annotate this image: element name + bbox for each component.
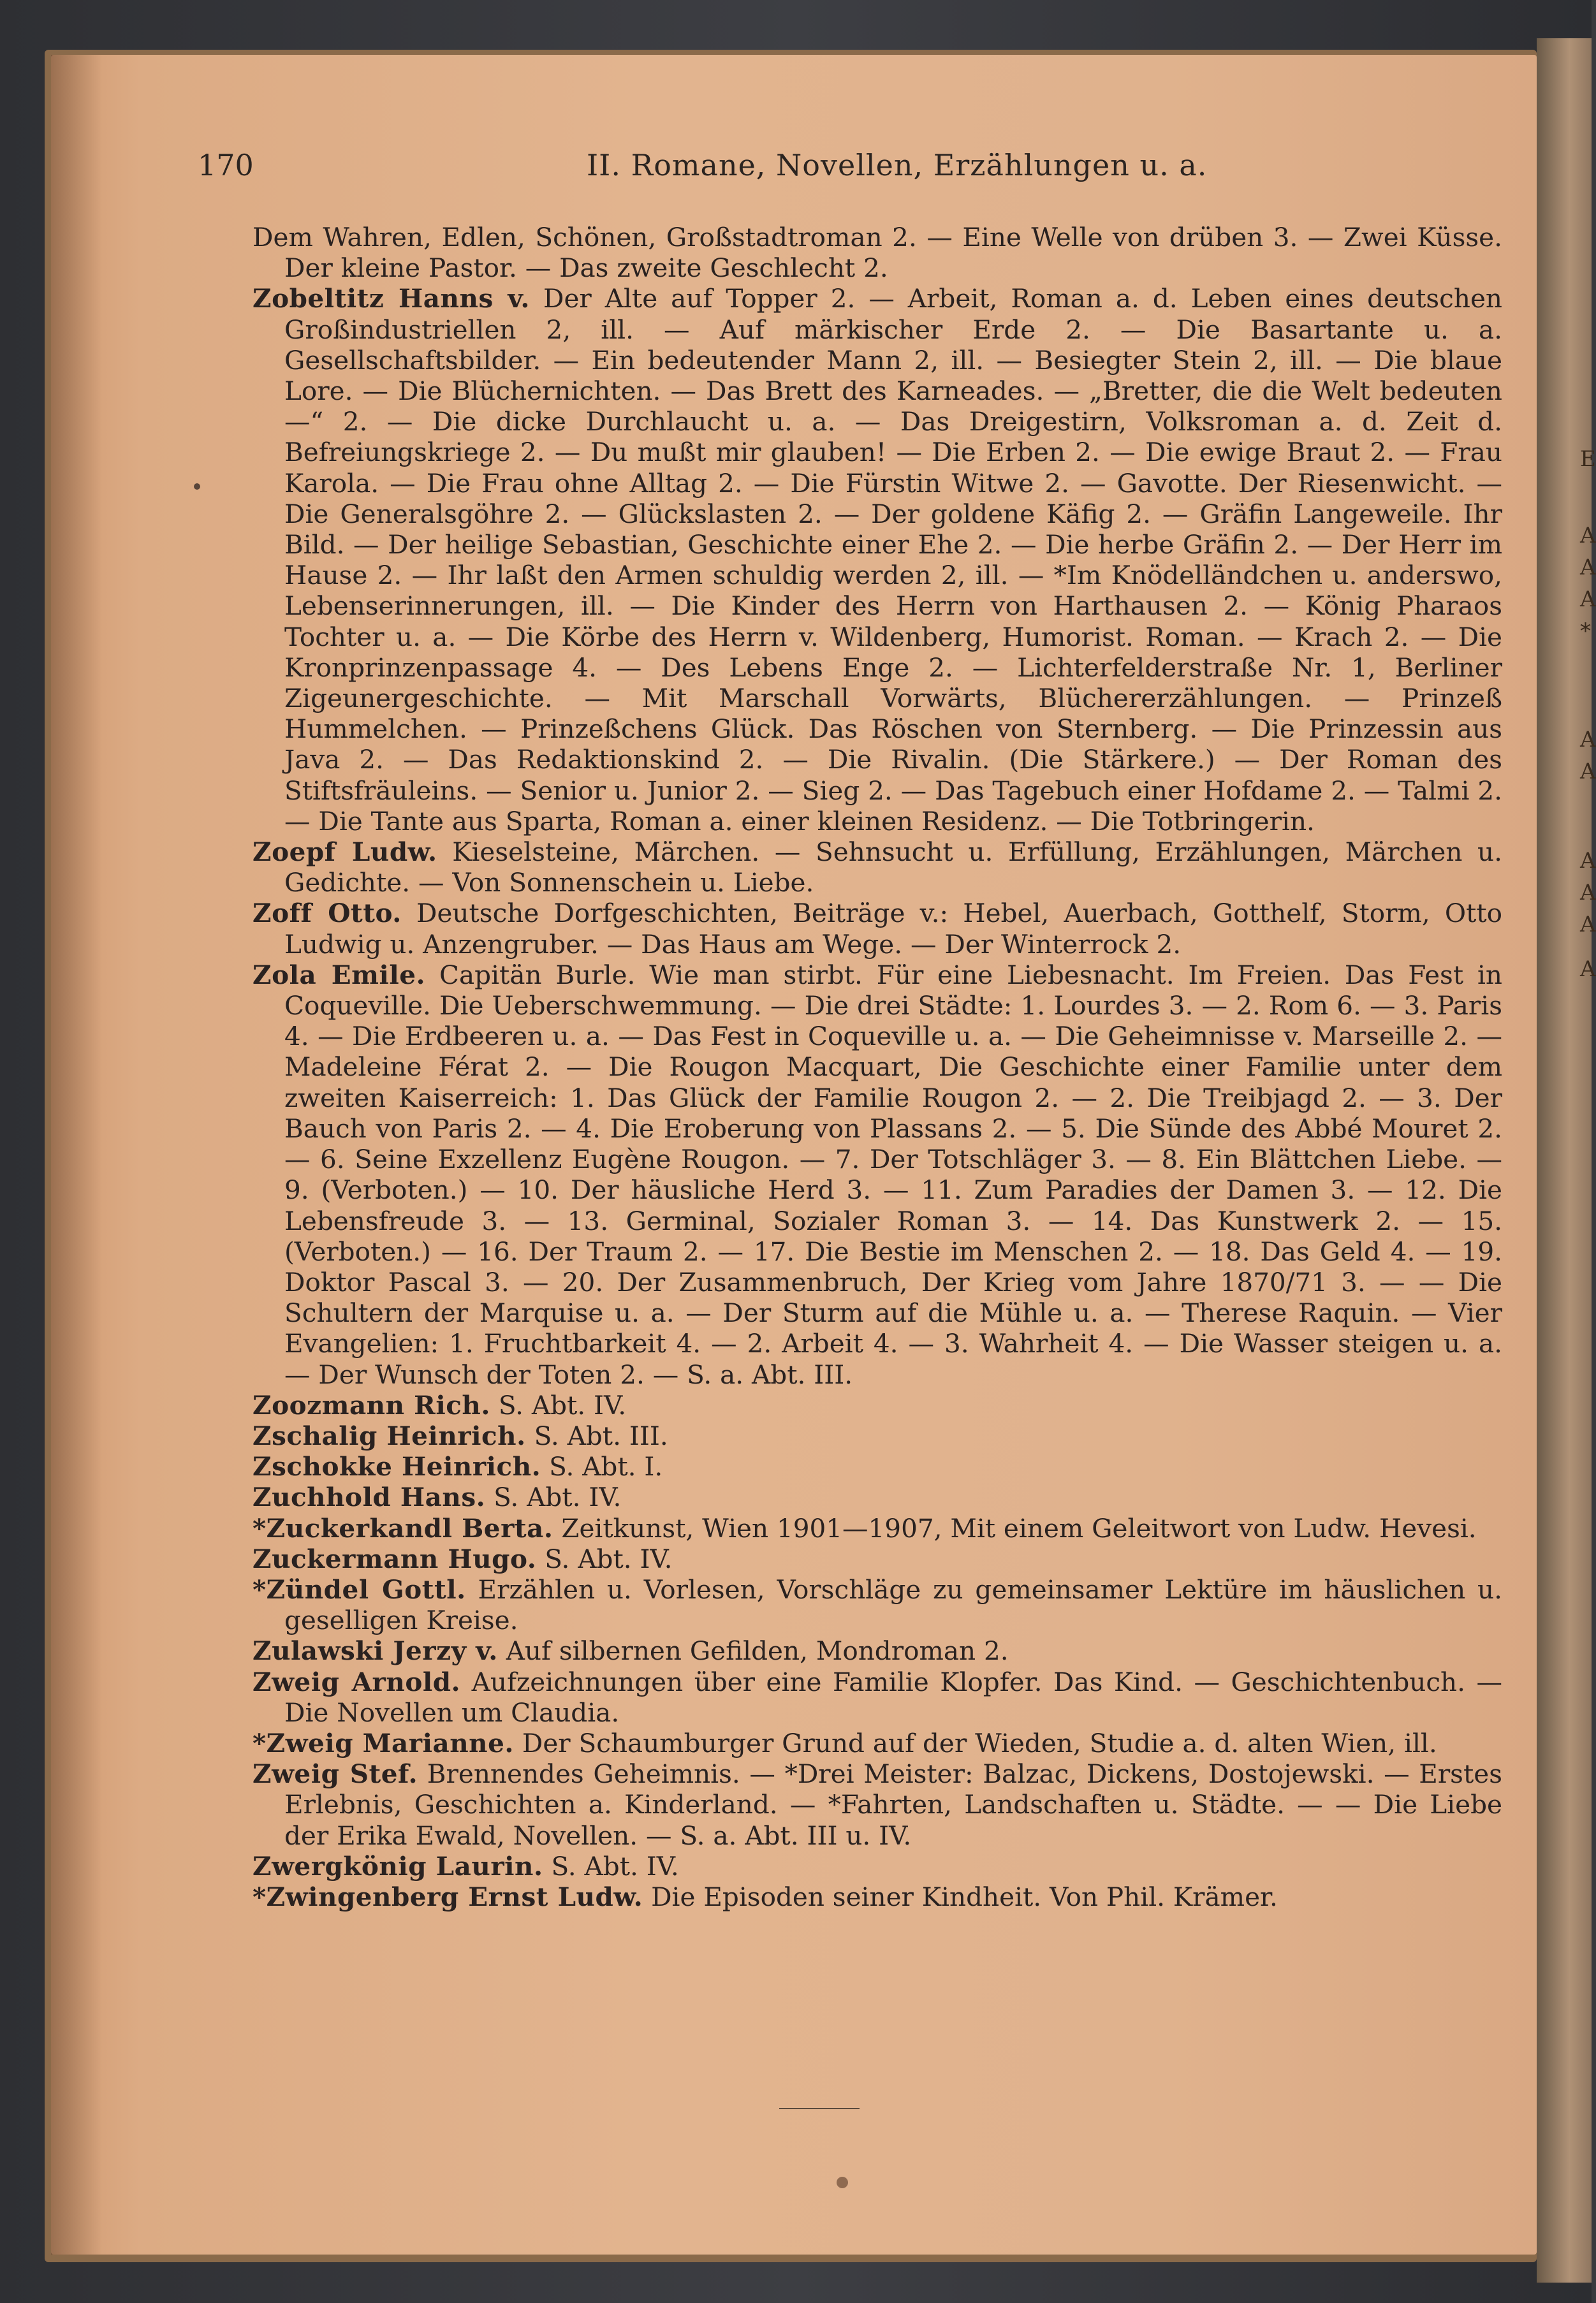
- adjacent-page-letter: A: [1580, 759, 1596, 784]
- entry: [253, 1758, 1502, 1851]
- entry-titles: S. Abt. IV.: [494, 1482, 622, 1513]
- entry: [253, 1544, 1502, 1574]
- entry: [253, 1882, 1502, 1912]
- entry-titles: Kieselsteine, Märchen. — Sehnsucht u. Erfüllung, Erzählungen, Märchen u. Gedichte. — Von Sonnenschein u. Liebe.: [284, 837, 1503, 898]
- entry-author: Zoepf Ludw.: [253, 837, 437, 868]
- adjacent-page-letter: A: [1580, 727, 1596, 752]
- entry-author: Zola Emile.: [253, 959, 426, 990]
- entry-author: Zobeltitz Hanns v.: [253, 283, 530, 314]
- margin-dot: [194, 483, 200, 490]
- entry: [253, 837, 1502, 898]
- entry-author: Zschokke Heinrich.: [253, 1451, 541, 1482]
- entry-author: Zschalig Heinrich.: [253, 1420, 526, 1451]
- entry-titles: Auf silbernen Gefilden, Mondroman 2.: [506, 1635, 1009, 1667]
- entry-titles: Deutsche Dorfgeschichten, Beiträge v.: Hebel, Auerbach, Gotthelf, Storm, Otto Ludwig u. Anzengruber. — Das Haus am Wege. — Der Winterrock 2.: [284, 898, 1502, 960]
- entry-titles: Aufzeichnungen über eine Familie Klopfer. Das Kind. — Geschichtenbuch. — Die Novellen um Claudia.: [284, 1666, 1502, 1728]
- entry-author: *Zwingenberg Ernst Ludw.: [253, 1881, 643, 1912]
- entry: [253, 898, 1502, 959]
- entry-titles: Zeitkunst, Wien 1901—1907, Mit einem Geleitwort von Ludw. Hevesi.: [561, 1512, 1477, 1544]
- entry: [253, 1421, 1502, 1451]
- entry-author: *Zweig Marianne.: [253, 1727, 514, 1758]
- entry: [253, 1635, 1502, 1666]
- adjacent-page-letter: A: [1580, 912, 1596, 937]
- entry-titles: Der Schaumburger Grund auf der Wieden, Studie a. d. alten Wien, ill.: [522, 1727, 1437, 1758]
- adjacent-page-letter: A: [1580, 523, 1596, 548]
- entry-author: Zulawski Jerzy v.: [253, 1635, 498, 1667]
- entry-author: *Zuckerkandl Berta.: [253, 1512, 553, 1544]
- entry-titles: Der Alte auf Topper 2. — Arbeit, Roman a. d. Leben eines deutschen Großindustriellen 2, ill. — Auf märkischer Erde 2. — Die Basartante u. a. Gesellschaftsbilder. — Ein bedeutender Mann 2, ill. — Besiegter Stein 2, ill. — Die blaue Lore. — Die Blüchernichten. — Das Brett des Karneades. — „Bretter, die die Welt bedeuten —“ 2. — Die dicke Durchlaucht u. a. — Das Dreigestirn, Volksroman a. d. Zeit d. Befreiungskriege 2. — Du mußt mir glauben! — Die Erben 2. — Die ewige Braut 2. — Frau Karola. — Die Frau ohne Alltag 2. — Die Fürstin Witwe 2. — Gavotte. Der Riesenwicht. — Die Generalsgöhre 2. — Glückslasten 2. — Der goldene Käfig 2. — Gräfin Langeweile. Ihr Bild. — Der heilige Sebastian, Geschichte einer Ehe 2. — Die herbe Gräfin 2. — Der Herr im Hause 2. — Ihr laßt den Armen schuldig werden 2, ill. — *Im Knödelländchen u. anderswo, Lebenserinnerungen, ill. — Die Kinder des Herrn von Harthausen 2. — König Pharaos Tochter u. a. — Die Körbe des Herrn v. Wildenberg, Humorist. Roman. — Krach 2. — Die Kronprinzenpassage 4. — Des Lebens Enge 2. — Lichterfelderstraße Nr. 1, Berliner Zigeunergeschichte. — Mit Marschall Vorwärts, Blüchererzählungen. — Prinzeß Hummelchen. — Prinzeßchens Glück. Das Röschen von Sternberg. — Die Prinzessin aus Java 2. — Das Redaktionskind 2. — Die Rivalin. (Die Stärkere.) — Der Roman des Stiftsfräuleins. — Senior u. Junior 2. — Sieg 2. — Das Tagebuch einer Hofdame 2. — Talmi 2. — Die Tante aus Sparta, Roman a. einer kleinen Residenz. — Die Totbringerin.: [284, 283, 1502, 837]
- entry: [253, 1390, 1502, 1421]
- entry: [253, 1667, 1502, 1728]
- entry-titles: S. Abt. IV.: [551, 1850, 679, 1882]
- entry-author: Zweig Arnold.: [253, 1666, 461, 1697]
- entry: [253, 1728, 1502, 1758]
- entry: [253, 1574, 1502, 1635]
- page-ornament: [837, 2177, 848, 2188]
- entry-titles: Die Episoden seiner Kindheit. Von Phil. Krämer.: [651, 1881, 1278, 1912]
- entry: [253, 1451, 1502, 1482]
- adjacent-page-letter: A: [1580, 555, 1596, 580]
- entry: [253, 1513, 1502, 1544]
- adjacent-page-letter: E: [1580, 446, 1596, 472]
- adjacent-page-letter: A: [1580, 956, 1596, 982]
- end-rule: [779, 2108, 860, 2109]
- entry-titles: S. Abt. I.: [549, 1451, 663, 1482]
- entry-author: *Zündel Gottl.: [253, 1574, 466, 1605]
- entry-author: Zwergkönig Laurin.: [253, 1850, 543, 1882]
- adjacent-page-letter: A: [1580, 880, 1596, 905]
- bibliography-entries: [253, 222, 1502, 1912]
- entry-author: Zoff Otto.: [253, 898, 402, 929]
- entry-author: Zweig Stef.: [253, 1758, 418, 1790]
- page-header: [198, 148, 1492, 186]
- entry-titles: S. Abt. IV.: [498, 1389, 627, 1421]
- entry: [253, 1851, 1502, 1882]
- adjacent-page-letter: *: [1580, 618, 1591, 644]
- entry-titles: S. Abt. IV.: [545, 1543, 673, 1574]
- entry-titles: S. Abt. III.: [534, 1420, 668, 1451]
- adjacent-page-letter: A: [1580, 587, 1596, 612]
- entry-titles: Capitän Burle. Wie man stirbt. Für eine Liebesnacht. Im Freien. Das Fest in Coqueville. Die Ueberschwemmung. — Die drei Städte: 1. Lourdes 3. — 2. Rom 6. — 3. Paris 4. — Die Erdbeeren u. a. — Das Fest in Coqueville u. a. — Die Geheimnisse v. Marseille 2. — Madeleine Férat 2. — Die Rougon Macquart, Die Geschichte einer Familie unter dem zweiten Kaiserreich: 1. Das Glück der Familie Rougon 2. — 2. Die Treibjagd 2. — 3. Der Bauch von Paris 2. — 4. Die Eroberung von Plassans 2. — 5. Die Sünde des Abbé Mouret 2. — 6. Seine Exzellenz Eugène Rougon. — 7. Der Totschläger 3. — 8. Ein Blättchen Liebe. — 9. (Verboten.) — 10. Der häusliche Herd 3. — 11. Zum Paradies der Damen 3. — 12. Die Lebensfreude 3. — 13. Germinal, Sozialer Roman 3. — 14. Das Kunstwerk 2. — 15. (Verboten.) — 16. Der Traum 2. — 17. Die Bestie im Menschen 2. — 18. Das Geld 4. — 19. Doktor Pascal 3. — 20. Der Zusammenbruch, Der Krieg vom Jahre 1870/71 3. — — Die Schultern der Marquise u. a. — Der Sturm auf die Mühle u. a. — Therese Raquin. — Vier Evangelien: 1. Fruchtbarkeit 4. — 2. Arbeit 4. — 3. Wahrheit 4. — Die Wasser steigen u. a. — Der Wunsch der Toten 2. — S. a. Abt. III.: [284, 959, 1503, 1390]
- entry-titles: Erzählen u. Vorlesen, Vorschläge zu gemeinsamer Lektüre im häuslichen u. geselligen Kreise.: [284, 1574, 1502, 1636]
- entry-author: Zoozmann Rich.: [253, 1389, 490, 1421]
- gutter-shadow: [51, 55, 102, 2255]
- entry-author: Zuckermann Hugo.: [253, 1543, 537, 1574]
- entry-author: Zuchhold Hans.: [253, 1482, 486, 1513]
- entry-titles: Dem Wahren, Edlen, Schönen, Großstadtroman 2. — Eine Welle von drüben 3. — Zwei Küsse. Der kleine Pastor. — Das zweite Geschlecht 2.: [253, 222, 1502, 284]
- page-number: 170: [198, 148, 254, 182]
- entry: [253, 1482, 1502, 1512]
- adjacent-page-edge: [1537, 38, 1592, 2283]
- entry-titles: Brennendes Geheimnis. — *Drei Meister: Balzac, Dickens, Dostojewski. — Erstes Erlebnis, Geschichten a. Kinderland. — *Fahrten, Landschaften u. Städte. — — Die Liebe der Erika Ewald, Novellen. — S. a. Abt. III u. IV.: [284, 1758, 1502, 1851]
- adjacent-page-letter: A: [1580, 848, 1596, 874]
- running-title: II. Romane, Novellen, Erzählungen u. a.: [587, 148, 1208, 182]
- entry: [253, 222, 1502, 283]
- entry: [253, 283, 1502, 837]
- entry: [253, 960, 1502, 1390]
